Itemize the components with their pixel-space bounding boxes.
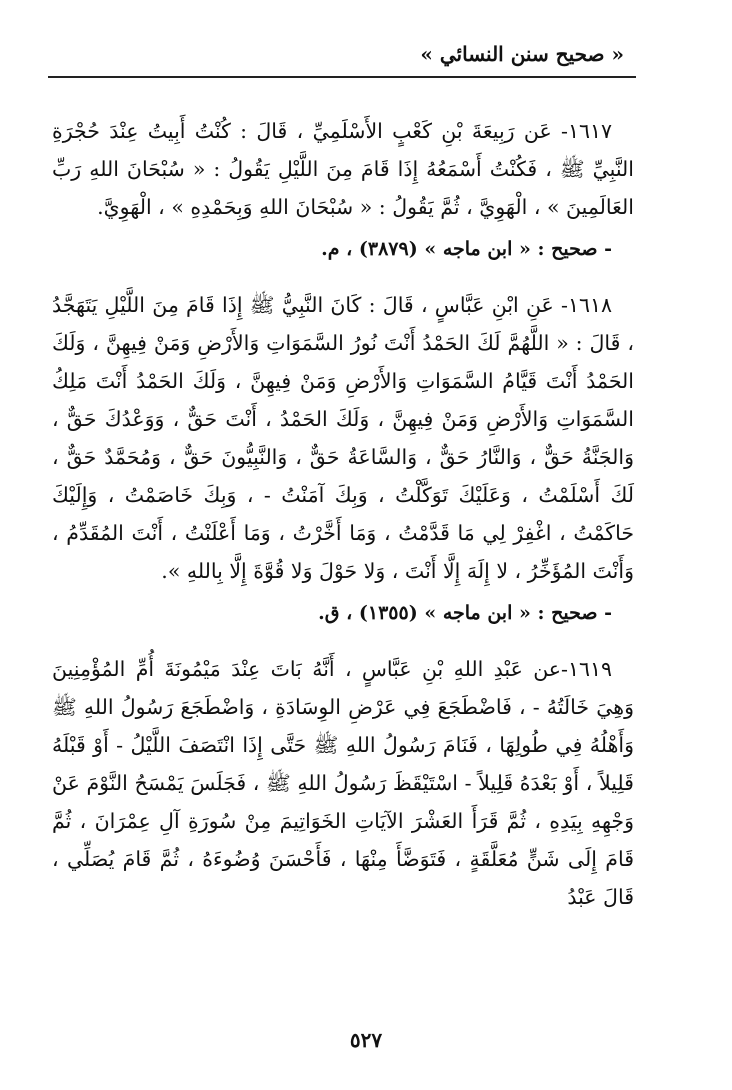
hadith-1619 — [52, 650, 634, 916]
page-number: ٥٢٧ — [349, 1028, 383, 1052]
hadith-text: ١٦١٩-عن عَبْدِ اللهِ بْنِ عَبَّاسٍ ، أَنَّهُ بَاتَ عِنْدَ مَيْمُونَةَ أُمِّ المُؤْمِنِينَ وَهِيَ خَالَتُهُ - ، فَاضْطَجَعَ فِي عَرْضِ الوِسَادَةِ ، وَاضْطَجَعَ رَسُولُ اللهِ ﷺ وَأَهْلُهُ فِي طُولِهَا ، فَنَامَ رَسُولُ اللهِ ﷺ حَتَّى إِذَا انْتَصَفَ اللَّيْلُ - أَوْ قَبْلَهُ قَلِيلاً ، أَوْ بَعْدَهُ قَلِيلاً - اسْتَيْقَظَ رَسُولُ اللهِ ﷺ ، فَجَلَسَ يَمْسَحُ النَّوْمَ عَنْ وَجْهِهِ بِيَدِهِ ، ثُمَّ قَرَأَ العَشْرَ الآيَاتِ الخَوَاتِيمَ مِنْ سُورَةِ آلِ عِمْرَانَ ، ثُمَّ قَامَ إِلَى شَنٍّ مُعَلَّقَةٍ ، فَتَوَضَّأَ مِنْهَا ، فَأَحْسَنَ وُضُوءَهُ ، ثُمَّ قَامَ يُصَلِّي ، قَالَ عَبْدُ — [52, 657, 634, 909]
hadith-text: ١٦١٨- عَنِ ابْنِ عَبَّاسٍ ، قَالَ : كَانَ النَّبِيُّ ﷺ إِذَا قَامَ مِنَ اللَّيْلِ يَتَهَجَّدُ ، قَالَ : « اللَّهُمَّ لَكَ الحَمْدُ أَنْتَ نُورُ السَّمَوَاتِ وَالأَرْضِ وَمَنْ فِيهِنَّ ، وَلَكَ الحَمْدُ أَنْتَ قَيَّامُ السَّمَوَاتِ وَالأَرْضِ وَمَنْ فِيهِنَّ ، وَلَكَ الحَمْدُ أَنْتَ مَلِكُ السَّمَوَاتِ وَالأَرْضِ وَمَنْ فِيهِنَّ ، وَلَكَ الحَمْدُ ، أَنْتَ حَقٌّ ، وَوَعْدُكَ حَقٌّ ، وَالجَنَّةُ حَقٌّ ، وَالنَّارُ حَقٌّ ، وَالسَّاعَةُ حَقٌّ ، وَالنَّبِيُّونَ حَقٌّ ، وَمُحَمَّدٌ حَقٌّ ، لَكَ أَسْلَمْتُ ، وَعَلَيْكَ تَوَكَّلْتُ ، وَبِكَ آمَنْتُ - ، وَبِكَ خَاصَمْتُ ، وَإِلَيْكَ حَاكَمْتُ ، اغْفِرْ لِي مَا قَدَّمْتُ ، وَمَا أَخَّرْتُ ، وَمَا أَعْلَنْتُ ، أَنْتَ المُقَدِّمُ ، وَأَنْتَ المُؤَخِّرُ ، لا إِلَهَ إِلَّا أَنْتَ ، وَلا حَوْلَ وَلا قُوَّةَ إِلَّا بِاللهِ ». — [52, 293, 634, 583]
header-divider — [48, 76, 636, 78]
page-body — [52, 112, 634, 916]
hadith-1618 — [52, 286, 634, 632]
hadith-1617 — [52, 112, 634, 268]
hadith-grade: - صحيح : « ابن ماجه » (١٣٥٥) ، ق. — [318, 602, 612, 624]
running-header: « صحيح سنن النسائي » — [420, 42, 624, 66]
hadith-grade: - صحيح : « ابن ماجه » (٣٨٧٩) ، م. — [321, 238, 612, 260]
hadith-text: ١٦١٧- عَن رَبِيعَةَ بْنِ كَعْبٍ الأَسْلَمِيِّ ، قَالَ : كُنْتُ أَبِيتُ عِنْدَ حُجْرَةِ النَّبِيِّ ﷺ ، فَكُنْتُ أَسْمَعُهُ إِذَا قَامَ مِنَ اللَّيْلِ يَقُولُ : « سُبْحَانَ اللهِ رَبِّ العَالَمِينَ » ، الْهَوِيَّ ، ثُمَّ يَقُولُ : « سُبْحَانَ اللهِ وَبِحَمْدِهِ » ، الْهَوِيَّ. — [52, 119, 634, 219]
